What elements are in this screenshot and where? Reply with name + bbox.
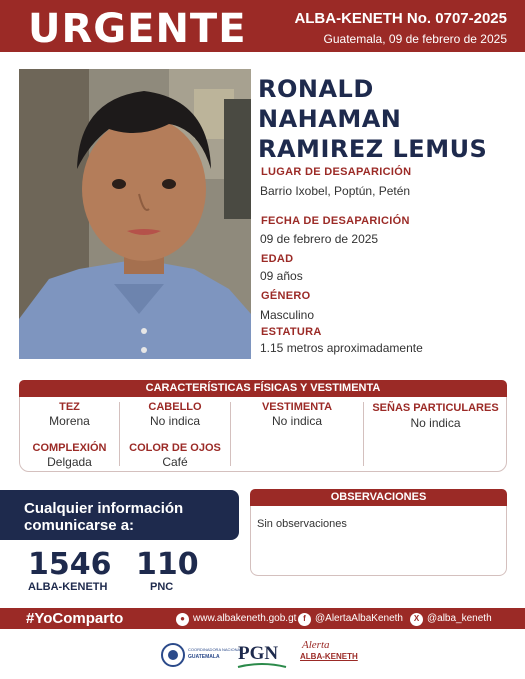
gov-logo-line1: COORDINADORA NACIONAL [188,647,243,652]
clothing-value: No indica [271,414,323,428]
contact-text-line2: comunicarse a: [24,517,135,534]
website-text: www.albakeneth.gob.gt [193,613,297,624]
person-name-line2: RAMIREZ LEMUS [258,135,488,163]
disappearance-date-label: FECHA DE DESAPARICIÓN [261,215,410,227]
hashtag: #YoComparto [26,610,124,627]
disappearance-place-label: LUGAR DE DESAPARICIÓN [261,166,412,178]
clothing-label: VESTIMENTA [261,401,333,413]
contact-text [24,500,234,534]
facebook-text: @AlertaAlbaKeneth [315,613,403,624]
eye-color-label: COLOR DE OJOS [129,442,221,454]
facebook-link[interactable] [298,609,403,629]
x-link[interactable] [410,609,492,629]
marks-value: No indica [410,416,461,430]
alerta-logo-line2: ALBA-KENETH [300,652,358,661]
disappearance-place-value: Barrio Ixobel, Poptún, Petén [260,184,411,198]
missing-person-photo [19,69,251,359]
age-value: 09 años [260,269,303,283]
eye-color-value: Café [162,455,188,469]
height-label: ESTATURA [261,326,322,338]
x-text: @alba_keneth [427,613,492,624]
alba-keneth-phone-label: ALBA-KENETH [28,581,108,593]
build-value: Delgada [47,455,92,469]
pgn-logo [236,637,288,673]
facebook-icon: f [298,613,311,626]
tez-label: TEZ [59,401,80,413]
tez-value: Morena [49,414,90,428]
urgent-title: URGENTE [28,6,247,52]
characteristics-title: CARACTERÍSTICAS FÍSICAS Y VESTIMENTA [19,380,507,397]
alerta-logo-line1: Alerta [302,639,330,651]
person-name-line1: RONALD NAHAMAN [258,75,402,133]
child-portrait-image [19,69,251,359]
gender-label: GÉNERO [261,290,311,302]
age-label: EDAD [261,253,294,265]
observations-text: Sin observaciones [257,518,347,530]
globe-icon: ● [176,613,189,626]
case-number: ALBA-KENETH No. 0707-2025 [294,10,507,27]
person-name [258,74,518,164]
hair-value: No indica [149,414,201,428]
build-label: COMPLEXIÓN [32,442,107,454]
marks-label: SEÑAS PARTICULARES [372,402,499,414]
hair-label: CABELLO [148,401,202,413]
alerta-alba-keneth-logo [298,637,358,673]
x-icon: X [410,613,423,626]
gov-logo-line2: GUATEMALA [188,654,220,660]
observations-title: OBSERVACIONES [250,489,507,506]
government-logo [160,637,243,673]
contact-text-line1: Cualquier información [24,500,184,517]
website-link[interactable] [176,609,296,629]
case-date: Guatemala, 09 de febrero de 2025 [323,32,507,46]
pgn-logo-text: PGN [238,643,279,664]
pnc-phone-label: PNC [150,581,174,593]
height-value: 1.15 metros aproximadamente [260,341,423,355]
pnc-phone[interactable]: 110 [136,547,199,582]
alba-keneth-phone[interactable]: 1546 [28,547,112,582]
disappearance-date-value: 09 de febrero de 2025 [260,232,379,246]
gender-value: Masculino [260,308,315,322]
